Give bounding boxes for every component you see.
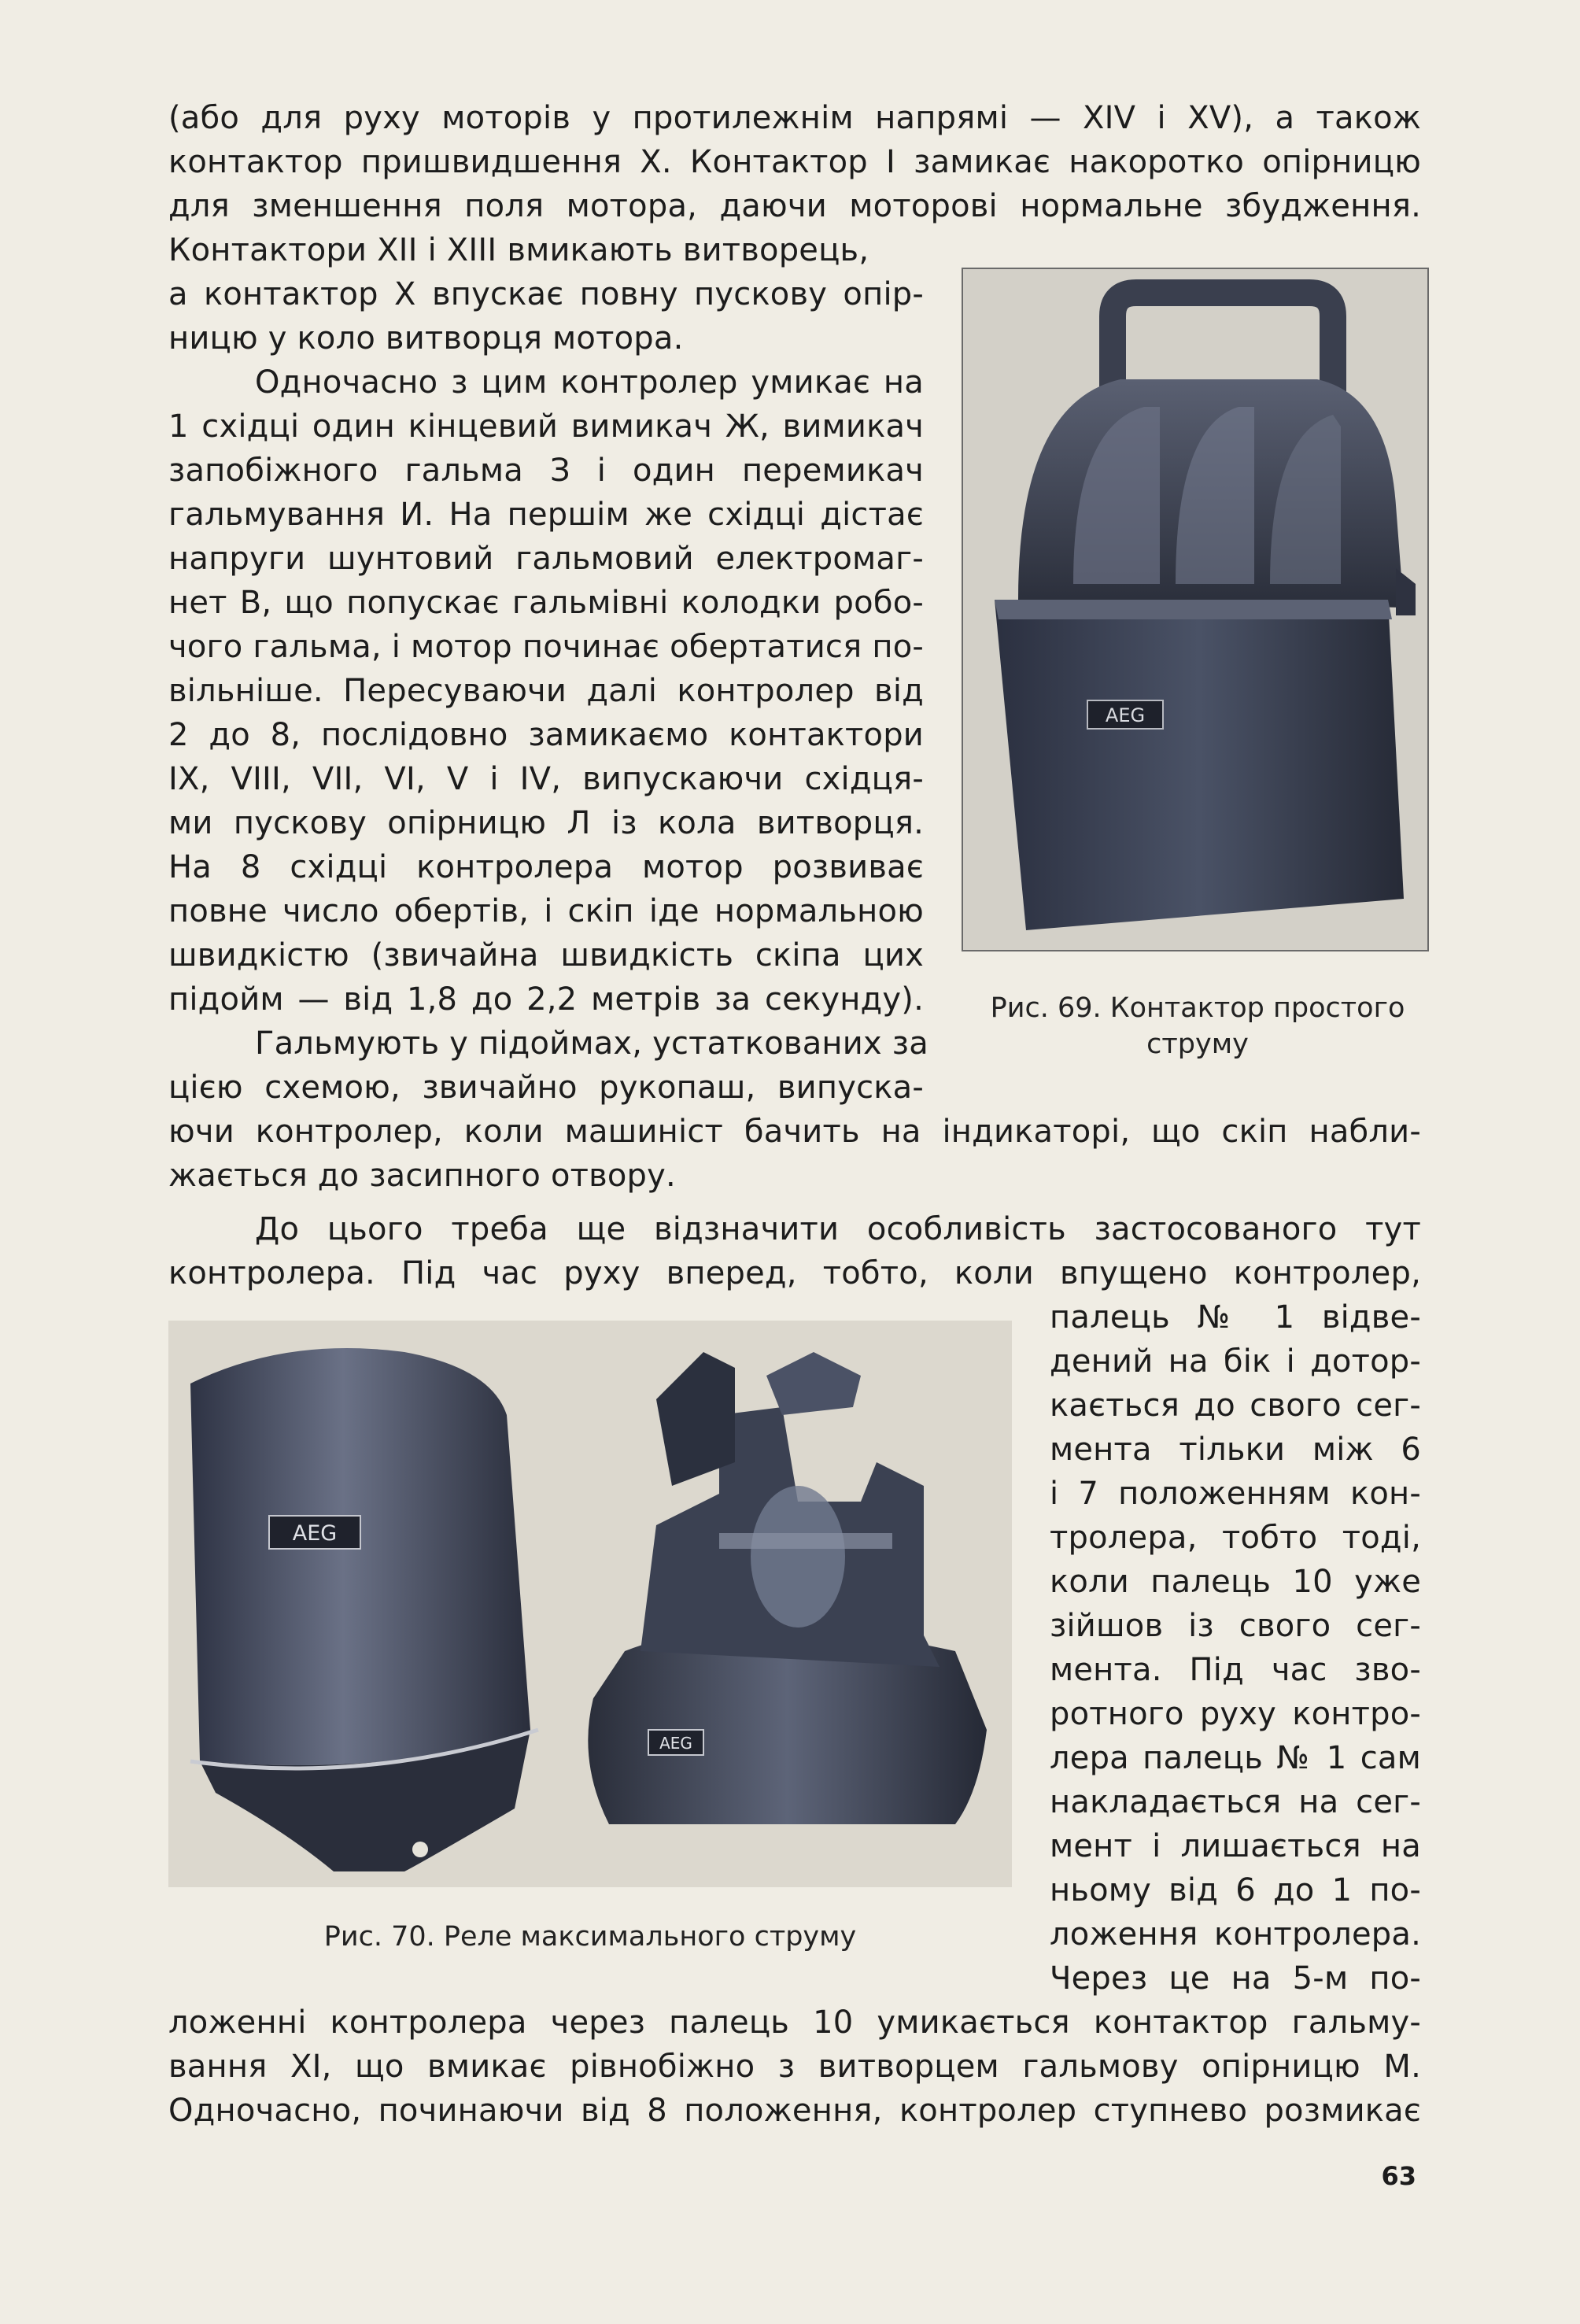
text-line: для зменшення поля мотора, даючи моторові нормальне збудження. xyxy=(168,188,1421,224)
text-line: тролера, тобто тоді, xyxy=(1050,1520,1421,1556)
text-line: ми пускову опірницю Л із кола витворця. xyxy=(168,805,924,841)
text-line: підойм — від 1,8 до 2,2 метрів за секунду). xyxy=(168,981,924,1018)
text-line: мента. Під час зво- xyxy=(1050,1652,1421,1688)
figure-69-caption-line1: Рис. 69. Контактор простого xyxy=(990,992,1405,1024)
text-line: зійшов із свого сег- xyxy=(1050,1608,1421,1644)
text-line: Одночасно з цим контролер умикає на xyxy=(255,364,924,401)
text-line: і 7 положенням кон- xyxy=(1050,1476,1421,1512)
text-line: мента тільки між 6 xyxy=(1050,1432,1421,1468)
text-line: (або для руху моторів у протилежнім напрямі — XIV і XV), а також xyxy=(168,100,1421,136)
figure-70-relay-photo xyxy=(168,1321,1012,1887)
figure-70-caption: Рис. 70. Реле максимального струму xyxy=(323,1921,857,1953)
figure-69-caption-line2: струму xyxy=(1146,1029,1249,1060)
text-line: 2 до 8, послідовно замикаємо контактори xyxy=(168,717,924,753)
text-line: запобіжного гальма З і один перемикач xyxy=(168,453,924,489)
text-line: гальмування И. На першім же східці дістає xyxy=(168,497,924,533)
text-line: Через це на 5-м по- xyxy=(1050,1960,1421,1997)
text-line: вільніше. Пересуваючи далі контролер від xyxy=(168,673,924,709)
text-line: контролера. Під час руху вперед, тобто, коли впущено контролер, xyxy=(168,1255,1421,1291)
text-line: жається до засипного отвору. xyxy=(168,1158,676,1194)
text-line: повне число обертів, і скіп іде нормальною xyxy=(168,893,924,929)
text-line: контактор пришвидшення X. Контактор І замикає накоротко опірницю xyxy=(168,144,1421,180)
text-line: До цього треба ще відзначити особливість застосованого тут xyxy=(255,1211,1421,1247)
text-line: дений на бік і дотор- xyxy=(1050,1343,1421,1380)
text-line: палець № 1 відве- xyxy=(1050,1299,1421,1336)
contactor-illustration xyxy=(963,269,1427,950)
aeg-badge-right: AEG xyxy=(659,1734,692,1753)
text-line: IX, VIII, VII, VI, V і IV, випускаючи східця- xyxy=(168,761,924,797)
text-line: а контактор X впускає повну пускову опір- xyxy=(168,276,924,312)
text-line: ложення контролера. xyxy=(1050,1916,1421,1953)
text-line: нет В, що попускає гальмівні колодки робо- xyxy=(168,585,924,621)
text-line: Одночасно, починаючи від 8 положення, контролер ступнево розмикає xyxy=(168,2093,1421,2129)
text-line: швидкістю (звичайна швидкість скіпа цих xyxy=(168,937,924,974)
text-line: ложенні контролера через палець 10 умикається контактор гальму- xyxy=(168,2004,1421,2041)
text-line: кається до свого сег- xyxy=(1050,1387,1421,1424)
text-line: накладається на сег- xyxy=(1050,1784,1421,1820)
aeg-badge-left: AEG xyxy=(292,1521,338,1546)
text-line: Контактори XII і XIII вмикають витворець, xyxy=(168,232,869,268)
page-number: 63 xyxy=(1381,2161,1416,2191)
text-line: вання XI, що вмикає рівнобіжно з витворцем гальмову опірницю М. xyxy=(168,2049,1421,2085)
text-line: напруги шунтовий гальмовий електромаг- xyxy=(168,541,924,577)
figure-69-contactor-photo xyxy=(962,268,1429,951)
relay-illustration xyxy=(168,1321,1012,1887)
text-line: ючи контролер, коли машиніст бачить на індикаторі, що скіп набли- xyxy=(168,1114,1421,1150)
text-line: 1 східці один кінцевий вимикач Ж, вимикач xyxy=(168,408,924,445)
text-line: ротного руху контро- xyxy=(1050,1696,1421,1732)
aeg-badge: AEG xyxy=(1105,704,1146,726)
text-line: лера палець № 1 сам xyxy=(1050,1740,1421,1776)
text-line: цією схемою, звичайно рукопаш, випуска- xyxy=(168,1070,924,1106)
text-line: На 8 східці контролера мотор розвиває xyxy=(168,849,924,885)
text-line: ницю у коло витворця мотора. xyxy=(168,320,684,357)
text-line: ньому від 6 до 1 по- xyxy=(1050,1872,1421,1908)
text-line: мент і лишається на xyxy=(1050,1828,1421,1864)
text-line: Гальмують у підоймах, устаткованих за xyxy=(255,1025,928,1062)
text-line: чого гальма, і мотор починає обертатися по- xyxy=(168,629,924,665)
text-line: коли палець 10 уже xyxy=(1050,1564,1421,1600)
